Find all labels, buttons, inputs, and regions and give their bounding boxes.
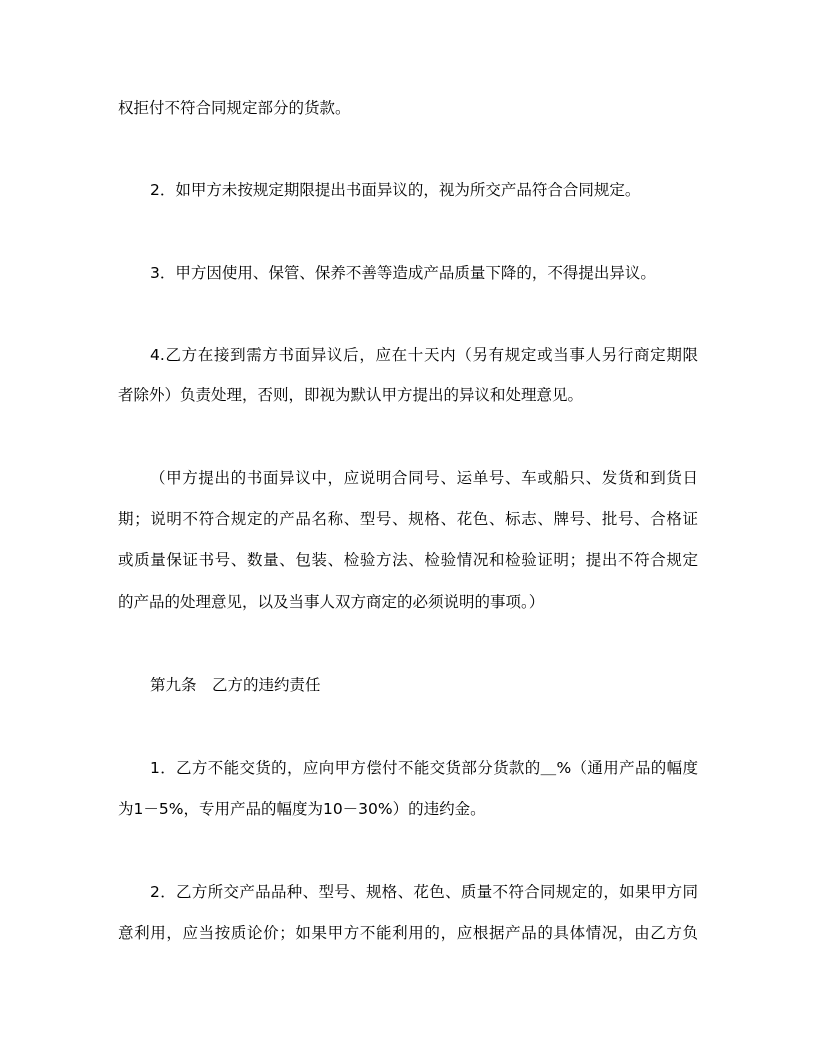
- text-line-5: 者除外）负责处理，否则，即视为默认甲方提出的异议和处理意见。: [118, 386, 584, 404]
- text-line-11: 1．乙方不能交货的，应向甲方偿付不能交货部分货款的＿%（通用产品的幅度: [150, 759, 698, 777]
- text-line-1: 权拒付不符合同规定部分的货款。: [118, 99, 351, 117]
- text-line-2: 2．如甲方未按规定期限提出书面异议的，视为所交产品符合合同规定。: [150, 181, 641, 199]
- text-line-7: 期；说明不符合规定的产品名称、型号、规格、花色、标志、牌号、批号、合格证: [118, 510, 698, 528]
- text-line-4: 4.乙方在接到需方书面异议后，应在十天内（另有规定或当事人另行商定期限: [150, 346, 698, 364]
- text-line-13: 2．乙方所交产品品种、型号、规格、花色、质量不符合同规定的，如果甲方同: [150, 883, 698, 901]
- text-line-8: 或质量保证书号、数量、包装、检验方法、检验情况和检验证明；提出不符合规定: [118, 551, 698, 569]
- text-line-9: 的产品的处理意见，以及当事人双方商定的必须说明的事项。）: [118, 593, 545, 611]
- text-line-6: （甲方提出的书面异议中，应说明合同号、运单号、车或船只、发货和到货日: [150, 469, 698, 487]
- text-line-3: 3．甲方因使用、保管、保养不善等造成产品质量下降的，不得提出异议。: [150, 264, 656, 282]
- text-line-12: 为1－5%，专用产品的幅度为10－30%）的违约金。: [118, 800, 486, 818]
- section-heading: 第九条 乙方的违约责任: [150, 676, 321, 694]
- text-line-14: 意利用，应当按质论价；如果甲方不能利用的，应根据产品的具体情况，由乙方负: [118, 924, 698, 942]
